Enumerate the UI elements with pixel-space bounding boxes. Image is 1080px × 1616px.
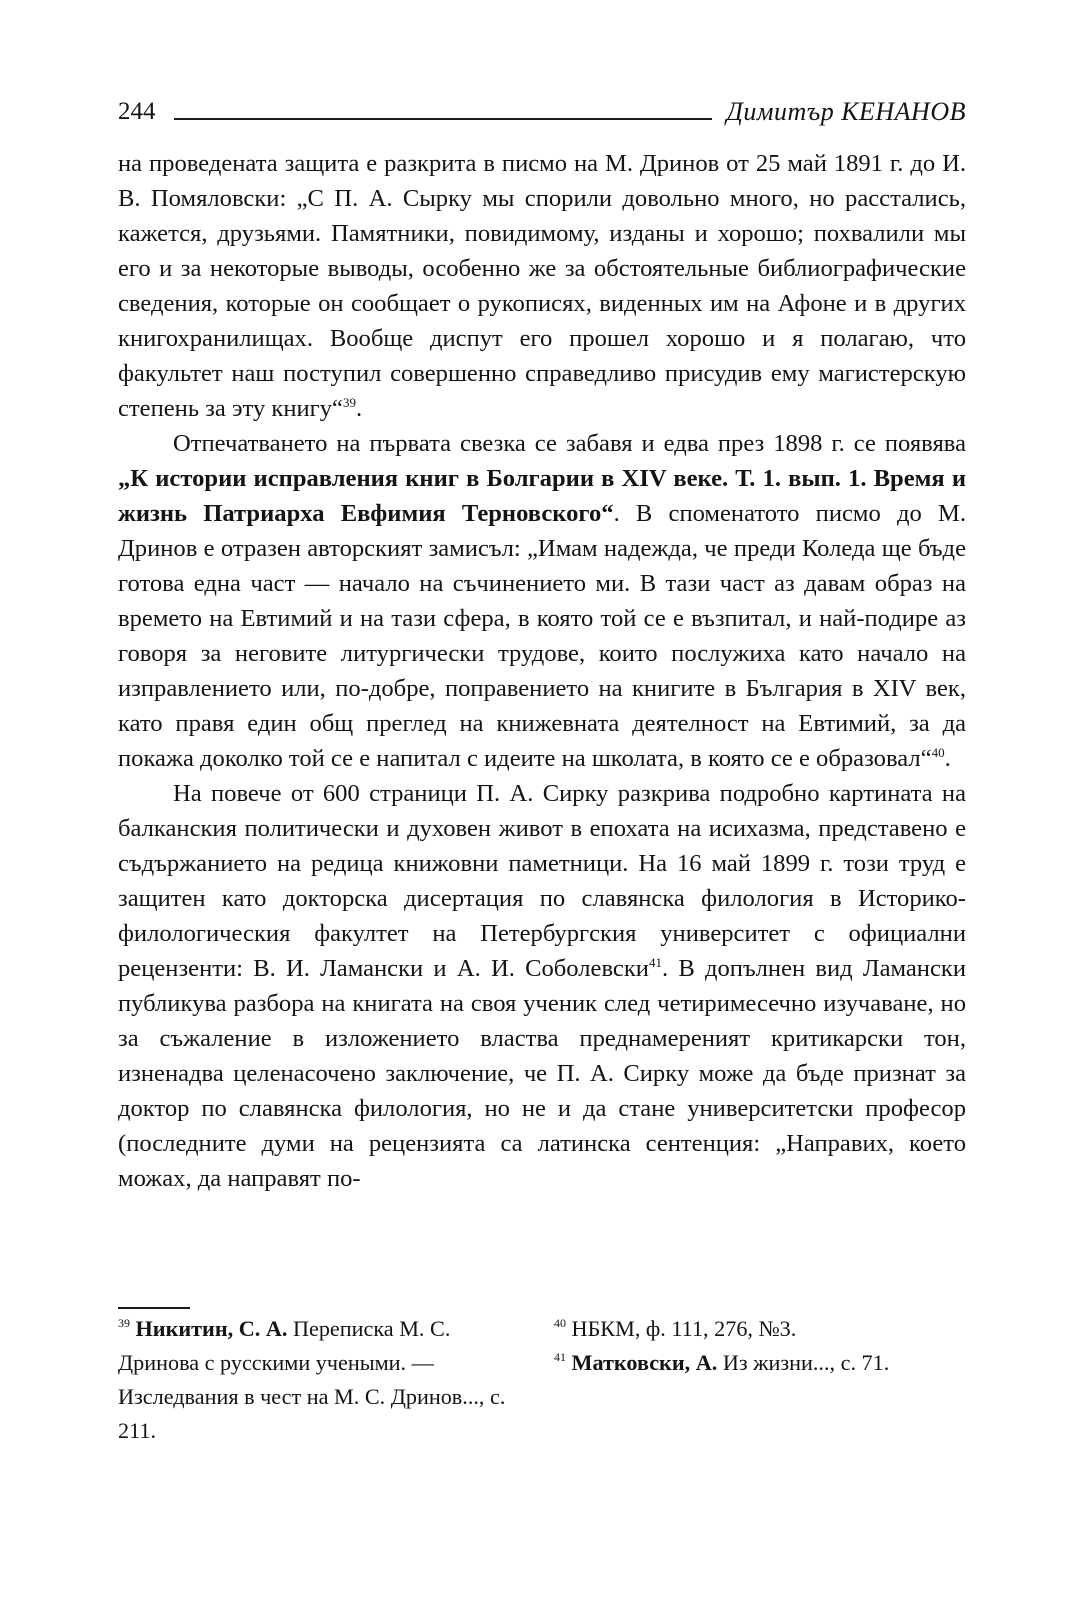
footnote-41: $^{41}$ Матковски, А. Из жизни..., с. 71. (554, 1350, 890, 1375)
page-number: 244 (118, 98, 156, 125)
paragraph-3: На повече от 600 страници П. А. Сирку разкрива подробно картината на балканския политически и духовен живот в епохата на исихазма, представено е съдържанието на редица книжовни паметници. На 16 май 1899 г. този труд е защитен като докторска дисертация по славянска филология в Историко-филологическия факултет на Петербургския университет с официални рецензенти: В. И. Ламански и А. И. Соболевски$^{41}$. В допълнен вид Ламански публикува разбора на книгата на своя ученик след четиримесечно изучаване, но за съжаление в изложението властва преднамереният критикарски тон, изненадва целенасочено заключение, че П. А. Сирку може да бъде признат за доктор по славянска филология, но не и да стане университетски професор (последните думи на рецензията са латинска сентенция: „Направих, което можах, да направят по- (118, 780, 966, 1192)
main-text (118, 146, 966, 1196)
footnote-ref-40[interactable]: 40 (931, 745, 945, 760)
footnote-40: $^{40}$ НБКМ, ф. 111, 276, №3. (554, 1316, 797, 1341)
footnote-separator (118, 1307, 190, 1309)
footnote-column-right (554, 1312, 938, 1448)
footnote-column-left (118, 1312, 554, 1448)
footnote-39: $^{39}$ Никитин, С. А. Переписка М. С. Дринова с русскими учеными. — Изследвания в чест на М. С. Дринов..., с. 211. (118, 1316, 506, 1443)
footnote-ref-39[interactable]: 39 (342, 395, 356, 410)
header-rule (174, 118, 713, 120)
footnote-ref-41[interactable]: 41 (648, 955, 662, 970)
footnotes (118, 1312, 938, 1448)
paragraph-2: Отпечатването на първата свезка се забавя и едва през 1898 г. се появява „К истории исправления книг в Болгарии в XIV веке. Т. 1. вып. 1. Время и жизнь Патриарха Евфимия Терновского“. В споменатото писмо до М. Дринов е отразен авторският замисъл: „Имам надежда, че преди Коледа ще бъде готова една част — начало на съчинението ми. В тази част аз давам образ на времето на Евтимий и на тази сфера, в която той се е възпитал, и най-подире аз говоря за неговите литургически трудове, които послужиха като начало на изправлението или, по-добре, поправението на книгите в България в XIV век, като правя един общ преглед на книжевната деятелност на Евтимий, за да покажа доколко той се е напитал с идеите на школата, в която се е образовал“$^{40}$. (118, 430, 966, 772)
paragraph-1: на проведената защита е разкрита в писмо на М. Дринов от 25 май 1891 г. до И. В. Помяловски: „С П. А. Сырку мы спорили довольно много, но расстались, кажется, друзьями. Памятники, повидимому, изданы и хорошо; похвалили мы его и за некоторые выводы, особенно же за обстоятельные библиографические сведения, которые он сообщает о рукописях, виденных им на Афоне и в других книгохранилищах. Вообще диспут его прошел хорошо и я полагаю, что факультет наш поступил совершенно справедливо присудив ему магистерскую степень за эту книгу“$^{39}$. (118, 150, 966, 422)
running-header (118, 90, 966, 126)
running-head-author: Димитър КЕНАНОВ (726, 97, 966, 126)
book-title: „К истории исправления книг в Болгарии в XIV веке. Т. 1. вып. 1. Время и жизнь Патриарха Евфимия Терновского“ (118, 465, 966, 527)
